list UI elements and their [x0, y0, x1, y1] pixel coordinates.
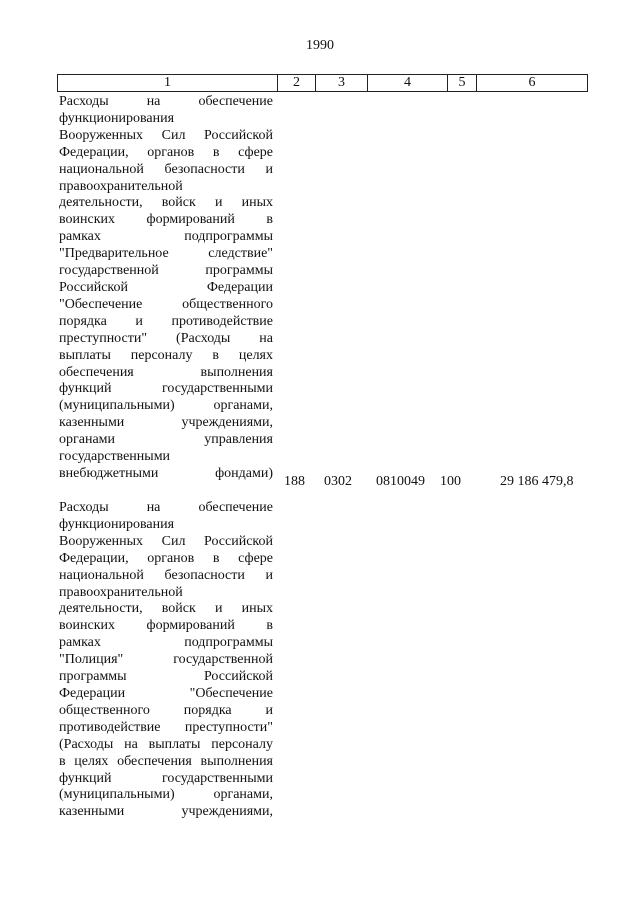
description-line: Расходы на обеспечение: [59, 94, 273, 109]
description-line: порядка и противодействие: [59, 313, 273, 329]
description-line: (муниципальными) органами,: [59, 398, 273, 414]
description-line: государственной программы: [59, 263, 273, 279]
col-header-3: 3: [316, 75, 368, 91]
table-header: [57, 74, 588, 92]
description-line: общественного порядка и: [59, 702, 273, 718]
description-line: рамках подпрограммы: [59, 229, 273, 245]
page-number: 1990: [306, 38, 334, 53]
row-1-target: 0810049: [376, 474, 425, 489]
row-2-description: [59, 500, 273, 821]
description-line: рамках подпрограммы: [59, 635, 273, 651]
description-line: функционирования: [59, 110, 175, 126]
description-line: Вооруженных Сил Российской: [59, 533, 273, 549]
description-line: функций государственными: [59, 770, 273, 786]
description-line: деятельности, войск и иных: [59, 601, 273, 617]
description-line: функционирования: [59, 516, 175, 532]
description-line: обеспечения выполнения: [59, 364, 273, 380]
col-header-1: 1: [58, 75, 278, 91]
row-1-amount: 29 186 479,8: [500, 474, 574, 489]
description-line: Вооруженных Сил Российской: [59, 127, 273, 143]
description-line: правоохранительной: [59, 584, 183, 600]
description-line: противодействие преступности": [59, 719, 273, 735]
description-line: "Обеспечение общественного: [59, 296, 273, 312]
description-line: функций государственными: [59, 381, 273, 397]
description-line: преступности" (Расходы на: [59, 330, 273, 346]
col-header-6: 6: [528, 75, 536, 90]
description-line: казенными учреждениями,: [59, 804, 273, 820]
description-line: внебюджетными фондами): [59, 465, 273, 481]
description-line: Российской Федерации: [59, 279, 273, 295]
description-line: Расходы на обеспечение: [59, 500, 273, 515]
row-1-section: 0302: [324, 474, 352, 489]
description-line: правоохранительной: [59, 178, 183, 194]
description-line: органами управления: [59, 432, 273, 448]
description-line: выплаты персоналу в целях: [59, 347, 273, 363]
col-header-5: 5: [448, 75, 477, 91]
description-line: государственными: [59, 449, 171, 465]
description-line: национальной безопасности и: [59, 567, 273, 583]
row-1-ministry: 188: [284, 474, 305, 489]
description-line: национальной безопасности и: [59, 161, 273, 177]
description-line: Федерации "Обеспечение: [59, 685, 273, 701]
description-line: воинских формирований в: [59, 618, 273, 634]
description-line: программы Российской: [59, 669, 273, 685]
description-line: воинских формирований в: [59, 212, 273, 228]
description-line: деятельности, войск и иных: [59, 195, 273, 211]
row-1-description: [59, 94, 273, 483]
description-line: (муниципальными) органами,: [59, 787, 273, 803]
description-line: (Расходы на выплаты персоналу: [59, 736, 273, 752]
description-line: казенными учреждениями,: [59, 415, 273, 431]
description-line: "Предварительное следствие": [59, 246, 273, 262]
col-header-4: 4: [368, 75, 448, 91]
description-line: "Полиция" государственной: [59, 652, 273, 668]
description-line: Федерации, органов в сфере: [59, 550, 273, 566]
description-line: Федерации, органов в сфере: [59, 144, 273, 160]
row-1-type: 100: [440, 474, 461, 489]
description-line: в целях обеспечения выполнения: [59, 753, 273, 769]
col-header-2: 2: [278, 75, 316, 91]
